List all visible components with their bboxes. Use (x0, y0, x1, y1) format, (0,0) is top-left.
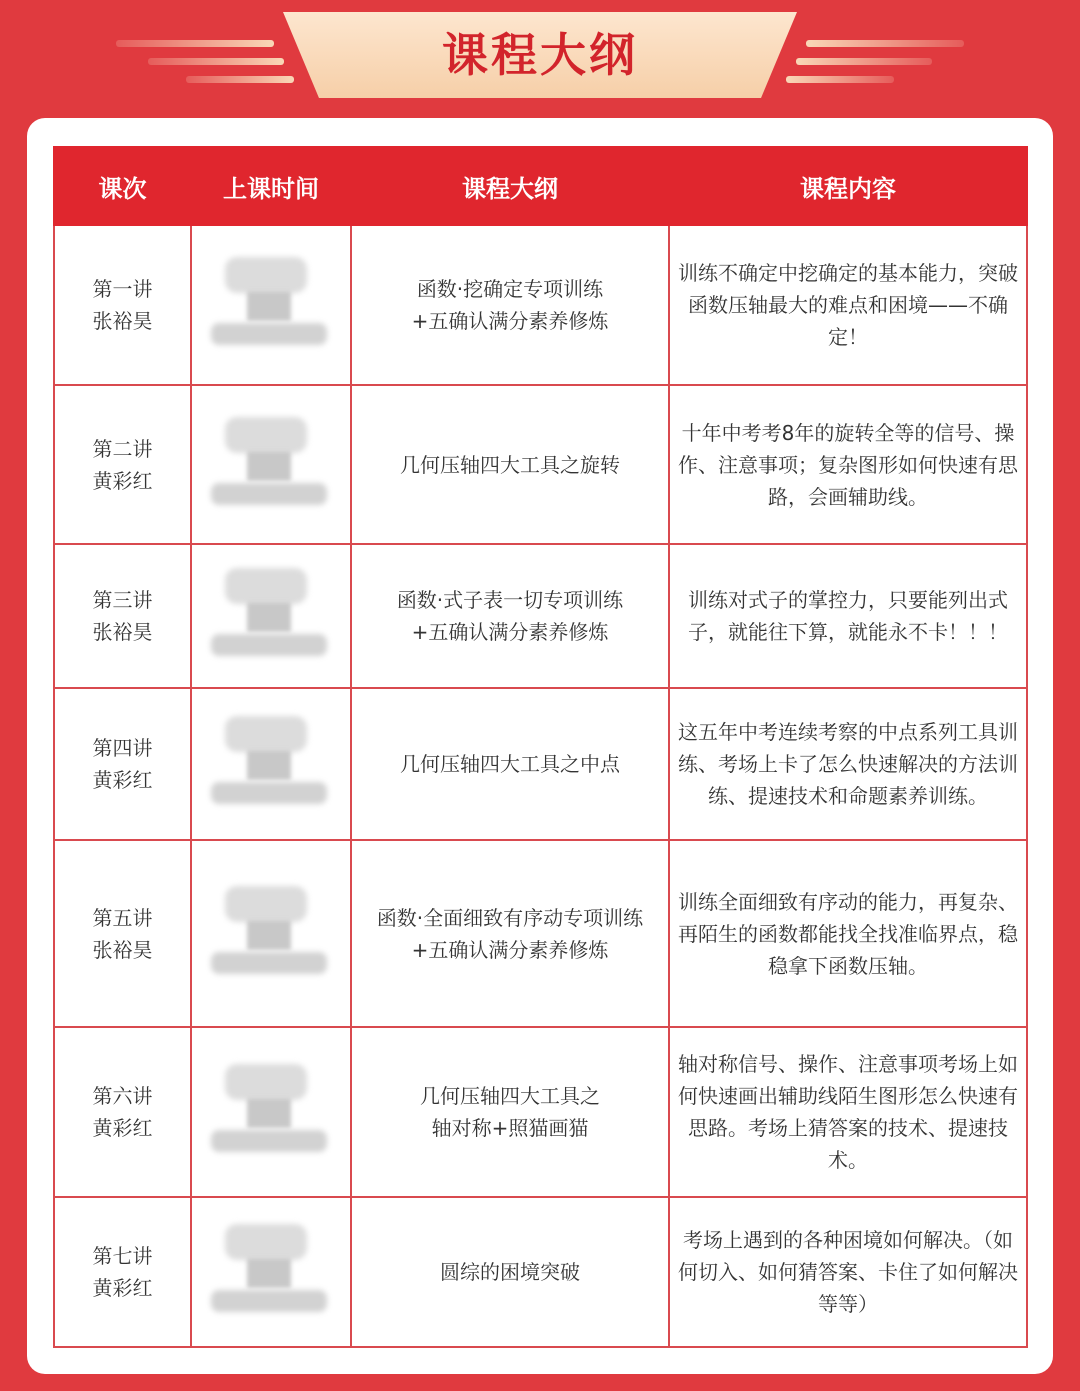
lecture-number: 第一讲 (92, 277, 153, 301)
lecture-cell (54, 840, 191, 1027)
content-cell: 训练不确定中挖确定的基本能力，突破函数压轴最大的难点和困境——不确定！ (669, 225, 1027, 385)
syllabus-table (53, 146, 1028, 1348)
lecture-number: 第三讲 (92, 588, 153, 612)
table-row (54, 688, 1027, 840)
outline-cell (351, 688, 669, 840)
right-stripe-1 (806, 40, 964, 47)
outline-cell (351, 840, 669, 1027)
left-stripe-2 (148, 58, 284, 65)
right-stripe-3 (786, 76, 894, 83)
outline-line: 几何压轴四大工具之 (420, 1084, 600, 1108)
outline-line: 函数·式子表一切专项训练 (396, 588, 624, 612)
blurred-time (211, 886, 331, 982)
content-cell: 考场上遇到的各种困境如何解决。（如何切入、如何猜答案、卡住了如何解决等等） (669, 1197, 1027, 1347)
time-cell (191, 1197, 351, 1347)
blurred-time (211, 1224, 331, 1320)
teacher-name: 黄彩红 (92, 468, 153, 493)
content-cell: 十年中考考8年的旋转全等的信号、操作、注意事项；复杂图形如何快速有思路，会画辅助线。 (669, 385, 1027, 544)
time-cell (191, 688, 351, 840)
lecture-cell (54, 1027, 191, 1197)
content-cell: 训练全面细致有序动的能力，再复杂、再陌生的函数都能找全找准临界点，稳稳拿下函数压轴。 (669, 840, 1027, 1027)
table-row (54, 225, 1027, 385)
lecture-cell (54, 544, 191, 688)
lecture-number: 第七讲 (92, 1244, 153, 1268)
outline-line: 圆综的困境突破 (440, 1260, 580, 1284)
outline-cell (351, 385, 669, 544)
column-header: 课程大纲 (351, 147, 669, 225)
table-row (54, 1197, 1027, 1347)
lecture-cell (54, 1197, 191, 1347)
outline-line: +五确认满分素养修炼 (411, 309, 609, 333)
table-row (54, 1027, 1027, 1197)
lecture-cell (54, 225, 191, 385)
teacher-name: 张裕昊 (92, 309, 153, 333)
outline-line: 轴对称+照猫画猫 (431, 1116, 589, 1140)
table-row (54, 840, 1027, 1027)
column-header: 上课时间 (191, 147, 351, 225)
outline-line: 函数·全面细致有序动专项训练 (376, 905, 644, 930)
lecture-number: 第四讲 (92, 736, 153, 760)
right-stripe-2 (796, 58, 932, 65)
blurred-time (211, 568, 331, 664)
column-header: 课程内容 (669, 147, 1027, 225)
time-cell (191, 225, 351, 385)
teacher-name: 黄彩红 (92, 1276, 153, 1300)
content-cell: 训练对式子的掌控力，只要能列出式子，就能往下算，就能永不卡！！！ (669, 544, 1027, 688)
content-cell: 这五年中考连续考察的中点系列工具训练、考场上卡了怎么快速解决的方法训练、提速技术和命题素养训练。 (669, 688, 1027, 840)
header-banner (0, 0, 1080, 118)
page-title: 课程大纲 (442, 28, 638, 82)
time-cell (191, 840, 351, 1027)
left-stripe-1 (116, 40, 274, 47)
time-cell (191, 544, 351, 688)
outline-line: 函数·挖确定专项训练 (416, 277, 604, 301)
outline-line: +五确认满分素养修炼 (411, 620, 609, 644)
blurred-time (211, 417, 331, 513)
table-row (54, 385, 1027, 544)
lecture-number: 第五讲 (92, 905, 153, 930)
time-cell (191, 1027, 351, 1197)
lecture-number: 第六讲 (92, 1084, 153, 1108)
column-header: 课次 (54, 147, 191, 225)
time-cell (191, 385, 351, 544)
outline-cell (351, 1197, 669, 1347)
content-cell: 轴对称信号、操作、注意事项考场上如何快速画出辅助线陌生图形怎么快速有思路。考场上猜答案的技术、提速技术。 (669, 1027, 1027, 1197)
outline-cell (351, 1027, 669, 1197)
blurred-time (211, 716, 331, 812)
teacher-name: 黄彩红 (92, 768, 153, 792)
outline-cell (351, 225, 669, 385)
left-stripe-3 (186, 76, 294, 83)
teacher-name: 张裕昊 (92, 620, 153, 644)
blurred-time (211, 1064, 331, 1160)
outline-line: +五确认满分素养修炼 (411, 937, 609, 962)
blurred-time (211, 257, 331, 353)
teacher-name: 黄彩红 (92, 1116, 153, 1140)
syllabus-card (27, 118, 1053, 1374)
outline-line: 几何压轴四大工具之旋转 (400, 452, 620, 477)
lecture-cell (54, 688, 191, 840)
teacher-name: 张裕昊 (92, 937, 153, 962)
table-header-row (54, 147, 1027, 225)
outline-line: 几何压轴四大工具之中点 (400, 752, 620, 776)
table-row (54, 544, 1027, 688)
lecture-number: 第二讲 (92, 436, 153, 461)
lecture-cell (54, 385, 191, 544)
outline-cell (351, 544, 669, 688)
